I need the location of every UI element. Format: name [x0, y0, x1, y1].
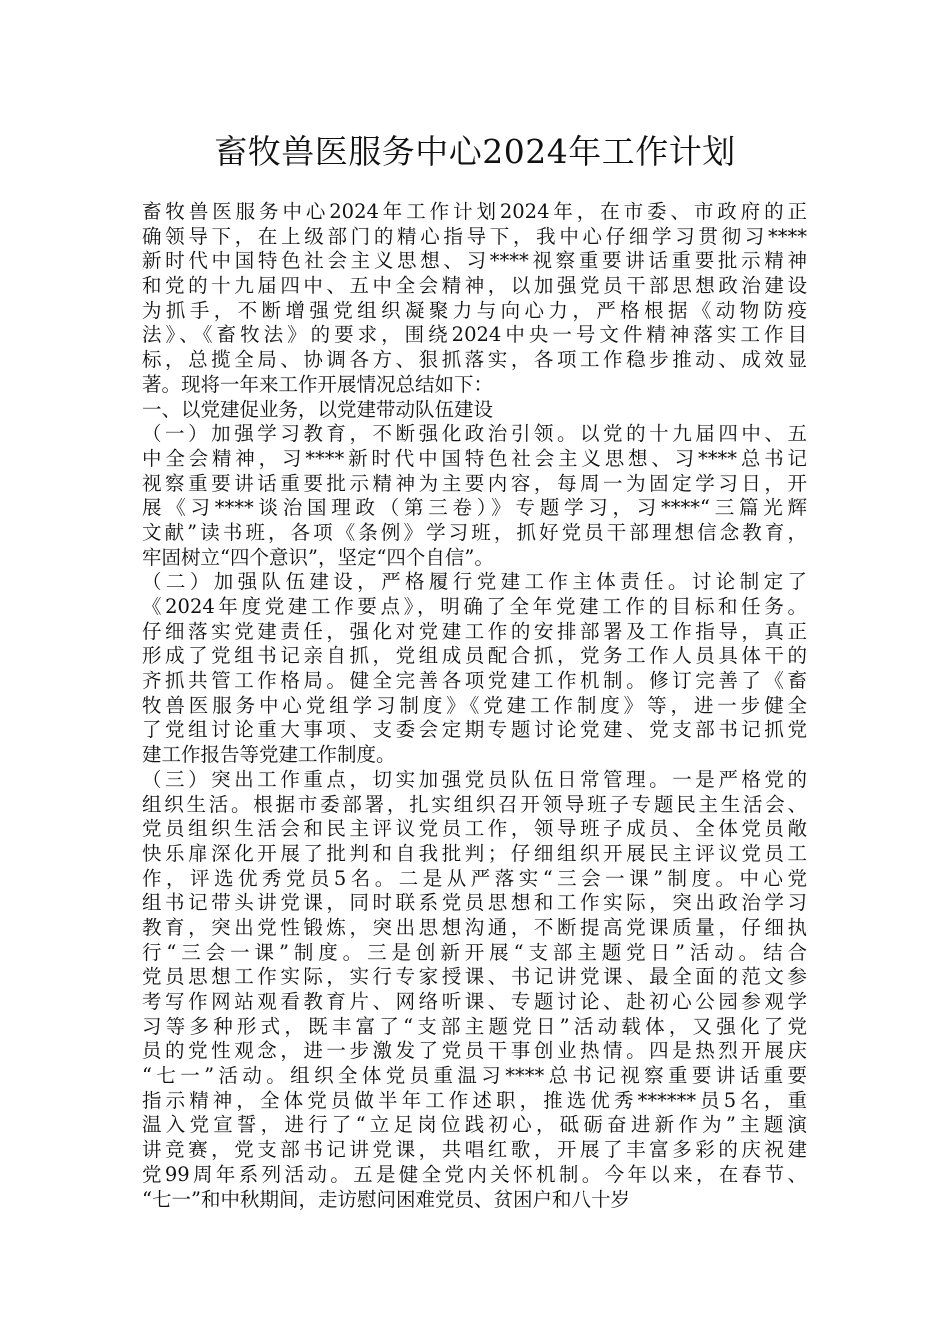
- body-line: 组织生活。根据市委部署，扎实组织召开领导班子专题民主生活会、: [142, 792, 807, 816]
- body-line: 建工作报告等党建工作制度。: [142, 743, 396, 767]
- body-line: 《2024年度党建工作要点》，明确了全年党建工作的目标和任务。: [142, 595, 807, 618]
- body-line: “七一”活动。组织全体党员重温习****总书记视察重要讲话重要: [142, 1064, 807, 1088]
- body-line: 牧兽医服务中心党组学习制度》《党建工作制度》等，进一步健全: [142, 693, 807, 717]
- body-line: 仔细落实党建责任，强化对党建工作的安排部署及工作指导，真正: [142, 619, 807, 643]
- body-line: 党员组织生活会和民主评议党员工作，领导班子成员、全体党员敞: [142, 817, 807, 841]
- body-line: 教育，突出党性锻炼，突出思想沟通，不断提高党课质量，仔细执: [142, 915, 807, 939]
- body-line: 快乐扉深化开展了批判和自我批判；仔细组织开展民主评议党员工: [142, 841, 807, 865]
- body-line: 法》、《畜牧法》的要求，围绕2024中央一号文件精神落实工作目: [142, 323, 807, 347]
- body-line: 畜牧兽医服务中心2024年工作计划2024年，在市委、市政府的正: [142, 200, 807, 223]
- body-line: 展《习****谈治国理政（第三卷）》专题学习，习****“三篇光辉: [142, 496, 807, 520]
- body-line: （二）加强队伍建设，严格履行党建工作主体责任。讨论制定了: [142, 570, 807, 594]
- body-line: 牢固树立“四个意识”，坚定“四个自信”。: [142, 545, 494, 569]
- body-line: 作，评选优秀党员5名。二是从严落实“三会一课”制度。中心党: [142, 866, 807, 890]
- body-line: “七一”和中秋期间，走访慰问困难党员、贫困户和八十岁: [142, 1187, 630, 1211]
- body-line: 确领导下，在上级部门的精心指导下，我中心仔细学习贯彻习****: [142, 224, 807, 248]
- body-line: 齐抓共管工作格局。健全完善各项党建工作机制。修订完善了《畜: [142, 669, 807, 693]
- document-body: [142, 200, 807, 1212]
- body-line: （一）加强学习教育，不断强化政治引领。以党的十九届四中、五: [142, 422, 807, 446]
- body-line: 组书记带头讲党课，同时联系党员思想和工作实际，突出政治学习: [142, 891, 807, 915]
- body-line: 了党组讨论重大事项、支委会定期专题讨论党建、党支部书记抓党: [142, 718, 807, 742]
- body-line: 习等多种形式，既丰富了“支部主题党日”活动载体，又强化了党: [142, 1014, 807, 1038]
- body-line: 为抓手，不断增强党组织凝聚力与向心力，严格根据《动物防疫: [142, 298, 807, 322]
- body-line: 一、以党建促业务，以党建带动队伍建设: [142, 397, 494, 421]
- body-line: 和党的十九届四中、五中全会精神，以加强党员干部思想政治建设: [142, 274, 807, 298]
- body-line: 视察重要讲话重要批示精神为主要内容，每周一为固定学习日，开: [142, 471, 807, 495]
- body-line: 中全会精神，习****新时代中国特色社会主义思想、习****总书记: [142, 446, 807, 470]
- body-line: 新时代中国特色社会主义思想、习****视察重要讲话重要批示精神: [142, 249, 807, 273]
- body-line: 党员思想工作实际，实行专家授课、书记讲党课、最全面的范文参: [142, 965, 807, 989]
- body-line: 考写作网站观看教育片、网络听课、专题讨论、赴初心公园参观学: [142, 990, 807, 1013]
- body-line: 著。现将一年来工作开展情况总结如下：: [142, 372, 494, 396]
- body-line: 温入党宣誓，进行了“立足岗位践初心，砥砺奋进新作为”主题演: [142, 1113, 807, 1137]
- body-line: 员的党性观念，进一步激发了党员干事创业热情。四是热烈开展庆: [142, 1039, 807, 1063]
- document-title: 畜牧兽医服务中心2024年工作计划: [214, 132, 736, 171]
- body-line: 指示精神，全体党员做半年工作述职，推选优秀******员5名，重: [142, 1088, 807, 1112]
- body-line: 党99周年系列活动。五是健全党内关怀机制。今年以来，在春节、: [142, 1162, 807, 1186]
- body-line: 行“三会一课”制度。三是创新开展“支部主题党日”活动。结合: [142, 940, 807, 964]
- body-line: 讲竞赛，党支部书记讲党课，共唱红歌，开展了丰富多彩的庆祝建: [142, 1138, 807, 1162]
- body-line: （三）突出工作重点，切实加强党员队伍日常管理。一是严格党的: [142, 767, 807, 791]
- body-line: 文献”读书班，各项《条例》学习班，抓好党员干部理想信念教育，: [142, 520, 807, 544]
- body-line: 形成了党组书记亲自抓，党组成员配合抓，党务工作人员具体干的: [142, 644, 807, 668]
- body-line: 标，总揽全局、协调各方、狠抓落实，各项工作稳步推动、成效显: [142, 348, 807, 372]
